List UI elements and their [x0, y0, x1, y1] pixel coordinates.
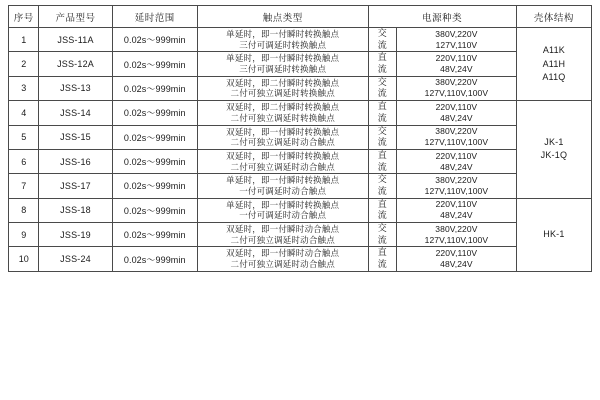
- cell-power-voltage: [396, 52, 516, 76]
- cell-power-voltage: [396, 125, 516, 149]
- table-header-row: [9, 6, 592, 28]
- contact-line: 二付可独立调延时动合触点: [230, 137, 335, 148]
- cell-model: JSS-14: [39, 101, 112, 125]
- contact-line: 一付可调延时动合触点: [239, 210, 327, 221]
- cell-contact: [197, 125, 368, 149]
- cell-model: JSS-12A: [39, 52, 112, 76]
- contact-line: 单延时，即一付瞬时转换触点: [226, 199, 340, 210]
- voltage-line: 127V,110V,100V: [424, 137, 489, 148]
- contact-line: 单延时，即一付瞬时转换触点: [226, 29, 340, 40]
- cell-delay: 0.02s～999min: [112, 52, 197, 76]
- voltage-line: 220V,110V: [435, 53, 478, 64]
- cell-no: 2: [9, 52, 39, 76]
- cell-model: JSS-15: [39, 125, 112, 149]
- case-line: A11K: [542, 45, 565, 56]
- table-row: [9, 247, 592, 271]
- cell-contact: [197, 28, 368, 52]
- cell-no: 6: [9, 149, 39, 173]
- cell-delay: 0.02s～999min: [112, 198, 197, 222]
- header-cell-no: 序号: [9, 6, 39, 28]
- power-type-line: 流: [377, 112, 387, 123]
- power-type-line: 流: [377, 185, 387, 196]
- cell-case-group: [516, 28, 591, 101]
- voltage-line: 127V,110V,100V: [424, 88, 489, 99]
- contact-line: 双延时，即二付瞬时转换触点: [226, 77, 340, 88]
- cell-contact: [197, 223, 368, 247]
- voltage-line: 48V,24V: [440, 210, 473, 221]
- cell-contact: [197, 76, 368, 100]
- contact-line: 单延时，即一付瞬时转换触点: [226, 53, 340, 64]
- power-type-line: 流: [377, 64, 387, 75]
- header-cell-power: 电源种类: [368, 6, 516, 28]
- cell-model: JSS-13: [39, 76, 112, 100]
- cell-power-type: [368, 223, 396, 247]
- contact-line: 双延时，即二付瞬时转换触点: [226, 102, 340, 113]
- cell-power-voltage: [396, 174, 516, 198]
- cell-contact: [197, 149, 368, 173]
- cell-contact: [197, 198, 368, 222]
- cell-delay: 0.02s～999min: [112, 223, 197, 247]
- cell-power-type: [368, 198, 396, 222]
- cell-model: JSS-18: [39, 198, 112, 222]
- cell-power-type: [368, 76, 396, 100]
- power-type-line: 直: [377, 198, 387, 209]
- power-type-line: 交: [377, 28, 387, 38]
- contact-line: 二付可独立调延时动合触点: [230, 161, 335, 172]
- table-row: [9, 52, 592, 76]
- cell-power-voltage: [396, 101, 516, 125]
- contact-line: 二付可独立调延时动合触点: [230, 259, 335, 270]
- voltage-line: 380V,220V: [435, 174, 478, 185]
- table-row: [9, 174, 592, 198]
- cell-power-voltage: [396, 247, 516, 271]
- voltage-line: 127V,110V,100V: [424, 234, 489, 245]
- cell-no: 9: [9, 223, 39, 247]
- power-type-line: 直: [377, 149, 387, 160]
- power-type-line: 交: [377, 223, 387, 233]
- contact-line: 双延时，即一付瞬时动合触点: [226, 248, 340, 259]
- power-type-line: 流: [377, 210, 387, 221]
- cell-contact: [197, 247, 368, 271]
- header-cell-contact: 触点类型: [197, 6, 368, 28]
- relay-spec-table: [8, 5, 592, 272]
- power-type-line: 流: [377, 88, 387, 99]
- power-type-line: 交: [377, 174, 387, 185]
- cell-model: JSS-24: [39, 247, 112, 271]
- cell-case-group: [516, 101, 591, 199]
- voltage-line: 48V,24V: [440, 259, 473, 270]
- header-cell-model: 产品型号: [39, 6, 112, 28]
- table-row: [9, 125, 592, 149]
- voltage-line: 48V,24V: [440, 112, 473, 123]
- cell-delay: 0.02s～999min: [112, 247, 197, 271]
- cell-no: 5: [9, 125, 39, 149]
- cell-model: JSS-11A: [39, 28, 112, 52]
- voltage-line: 380V,220V: [435, 126, 478, 137]
- cell-delay: 0.02s～999min: [112, 125, 197, 149]
- cell-no: 7: [9, 174, 39, 198]
- contact-line: 双延时，即一付瞬时转换触点: [226, 150, 340, 161]
- case-line: JK-1Q: [540, 150, 568, 161]
- cell-no: 3: [9, 76, 39, 100]
- cell-contact: [197, 101, 368, 125]
- power-type-line: 交: [377, 125, 387, 136]
- voltage-line: 127V,110V: [435, 39, 478, 50]
- contact-line: 三付可调延时转换触点: [239, 39, 327, 50]
- cell-power-type: [368, 101, 396, 125]
- cell-no: 8: [9, 198, 39, 222]
- voltage-line: 380V,220V: [435, 77, 478, 88]
- case-line: A11H: [542, 58, 566, 69]
- table-row: [9, 223, 592, 247]
- power-type-line: 直: [377, 101, 387, 112]
- contact-line: 二付可独立调延时动合触点: [230, 234, 335, 245]
- case-line: HK-1: [543, 229, 565, 240]
- contact-line: 二付可独立调延时转换触点: [230, 112, 335, 123]
- cell-delay: 0.02s～999min: [112, 149, 197, 173]
- cell-no: 1: [9, 28, 39, 52]
- power-type-line: 交: [377, 76, 387, 87]
- header-cell-delay: 延时范围: [112, 6, 197, 28]
- voltage-line: 380V,220V: [435, 223, 478, 234]
- contact-line: 双延时，即一付瞬时转换触点: [226, 126, 340, 137]
- power-type-line: 直: [377, 247, 387, 258]
- table-row: [9, 76, 592, 100]
- case-line: JK-1: [544, 137, 564, 148]
- cell-power-voltage: [396, 149, 516, 173]
- table-header: [9, 6, 592, 28]
- voltage-line: 220V,110V: [435, 101, 478, 112]
- voltage-line: 48V,24V: [440, 64, 473, 75]
- voltage-line: 380V,220V: [435, 28, 478, 39]
- cell-power-voltage: [396, 223, 516, 247]
- power-type-line: 流: [377, 161, 387, 172]
- power-type-line: 直: [377, 52, 387, 63]
- cell-no: 4: [9, 101, 39, 125]
- cell-case-group: [516, 198, 591, 271]
- cell-power-type: [368, 247, 396, 271]
- power-type-line: 流: [377, 259, 387, 270]
- power-type-line: 流: [377, 39, 387, 50]
- table-body: [9, 28, 592, 272]
- cell-delay: 0.02s～999min: [112, 28, 197, 52]
- cell-no: 10: [9, 247, 39, 271]
- contact-line: 二付可独立调延时转换触点: [230, 88, 335, 99]
- cell-power-voltage: [396, 28, 516, 52]
- voltage-line: 220V,110V: [435, 150, 478, 161]
- cell-power-voltage: [396, 76, 516, 100]
- contact-line: 双延时，即一付瞬时动合触点: [226, 224, 340, 235]
- voltage-line: 220V,110V: [435, 248, 478, 259]
- power-type-line: 流: [377, 234, 387, 245]
- cell-model: JSS-16: [39, 149, 112, 173]
- voltage-line: 220V,110V: [435, 199, 478, 210]
- table-row: [9, 28, 592, 52]
- cell-power-type: [368, 28, 396, 52]
- cell-power-type: [368, 52, 396, 76]
- cell-delay: 0.02s～999min: [112, 174, 197, 198]
- table-row: [9, 101, 592, 125]
- voltage-line: 127V,110V,100V: [424, 185, 489, 196]
- cell-delay: 0.02s～999min: [112, 76, 197, 100]
- cell-model: JSS-17: [39, 174, 112, 198]
- cell-contact: [197, 52, 368, 76]
- cell-contact: [197, 174, 368, 198]
- contact-line: 三付可调延时转换触点: [239, 64, 327, 75]
- cell-power-type: [368, 125, 396, 149]
- cell-delay: 0.02s～999min: [112, 101, 197, 125]
- cell-model: JSS-19: [39, 223, 112, 247]
- table-row: [9, 198, 592, 222]
- power-type-line: 流: [377, 137, 387, 148]
- contact-line: 单延时，即一付瞬时转换触点: [226, 175, 340, 186]
- cell-power-type: [368, 174, 396, 198]
- cell-power-type: [368, 149, 396, 173]
- contact-line: 一付可调延时动合触点: [239, 185, 327, 196]
- header-cell-case: 壳体结构: [516, 6, 591, 28]
- voltage-line: 48V,24V: [440, 161, 473, 172]
- table-row: [9, 149, 592, 173]
- case-line: A11Q: [542, 71, 566, 82]
- cell-power-voltage: [396, 198, 516, 222]
